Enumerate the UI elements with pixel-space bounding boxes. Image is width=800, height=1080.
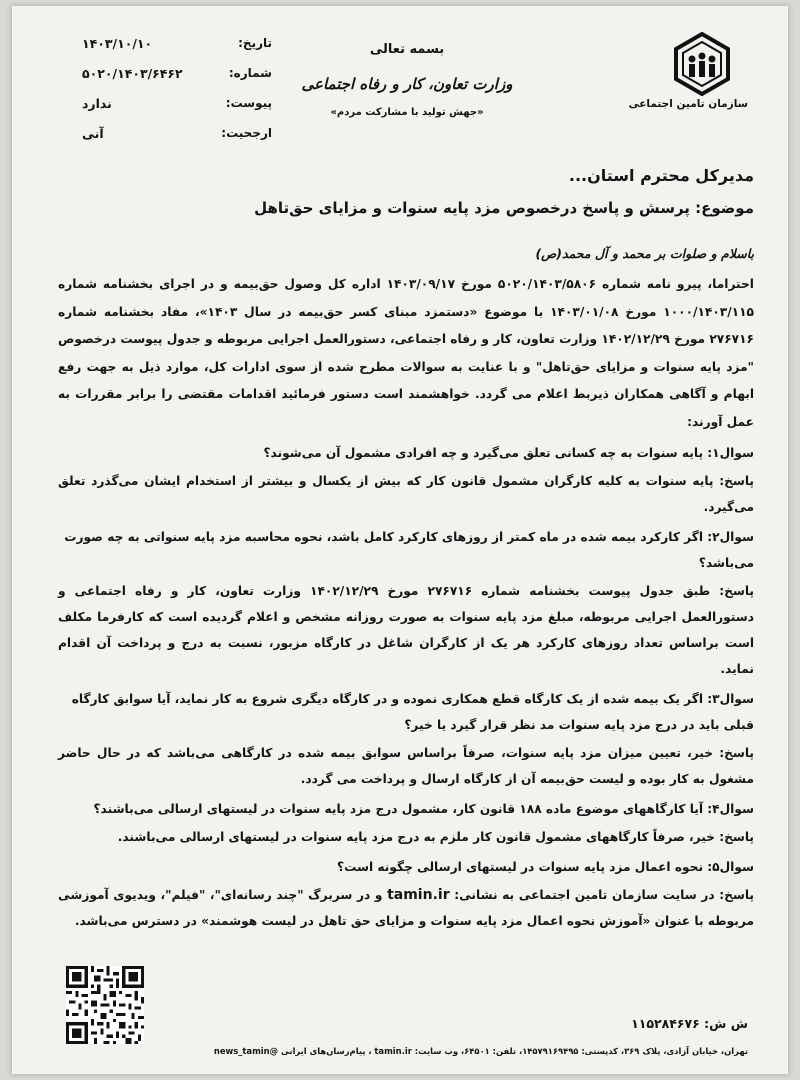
- letter-meta: [82, 28, 272, 148]
- tamin-website-link[interactable]: tamin.ir: [387, 887, 450, 903]
- meta-attachment-row: [82, 88, 272, 118]
- question-1: سوال۱: پایه سنوات به چه کسانی تعلق می‌گیرد و چه افرادی مشمول آن می‌شوند؟: [263, 446, 754, 460]
- question-5: سوال۵: نحوه اعمال مزد پایه سنوات در لیستهای ارسالی چگونه است؟: [337, 860, 754, 874]
- subject: موضوع: پرسش و پاسخ درخصوص مزد پایه سنوات و مزایای حق‌تاهل: [254, 199, 754, 217]
- social-security-logo-icon: [670, 32, 734, 96]
- question-3: سوال۳: اگر یک بیمه شده از یک کارگاه قطع همکاری نموده و در کارگاه دیگری شروع به کار نماید، آیا سوابق کارگاه قبلی باید در درج مزد پایه سنوات مد نظر قرار گیرد یا خیر؟: [71, 692, 754, 732]
- greeting: باسلام و صلوات بر محمد و آل محمد(ص): [535, 246, 754, 261]
- letterhead-center: [292, 42, 522, 118]
- question-4: سوال۴: آیا کارگاههای موضوع ماده ۱۸۸ قانون کار، مشمول درج مزد پایه سنوات در لیستهای ارسالی می‌باشند؟: [93, 802, 754, 816]
- number-value: ۵۰۲۰/۱۴۰۳/۶۴۶۲: [82, 65, 183, 81]
- organization-logo: [628, 32, 748, 110]
- answer-2: پاسخ: طبق جدول پیوست بخشنامه شماره ۲۷۶۷۱۶ مورخ ۱۴۰۲/۱۲/۲۹ وزارت تعاون، کار و رفاه اجتماعی و دستورالعمل اجرایی مربوطه، مبلغ مزد پایه سنوات به صورت روزانه مشخص و اعلام گردیده است که کارفرما مکلف است براساس تعداد روزهای کارکرد هر یک از کارگران شاغل در کارگاه مزبور، نسبت به درج و پرداخت آن اقدام نماید.: [58, 584, 754, 676]
- answer-5-after: و در سربرگ "چند رسانه‌ای"، "فیلم"، ویدیوی آموزشی مربوطه با عنوان «آموزش نحوه اعمال مزد پایه سنوات و مزایای حق تاهل در لیست هوشمند» در دسترس می‌باشد.: [58, 888, 754, 928]
- priority-value: آنی: [82, 125, 104, 141]
- priority-label: ارجحیت:: [221, 126, 272, 140]
- answer-5-before: پاسخ: در سایت سازمان تامین اجتماعی به نشانی:: [449, 888, 754, 902]
- answer-1: پاسخ: پایه سنوات به کلیه کارگران مشمول قانون کار که بیش از یکسال و بیشتر از استخدام ایشان می‌گذرد تعلق می‌گیرد.: [58, 474, 754, 514]
- meta-date-row: [82, 28, 272, 58]
- meta-priority-row: [82, 118, 272, 148]
- letter-body: [58, 246, 754, 934]
- bismillah: بسمه تعالی: [369, 42, 445, 57]
- ministry-name: وزارت تعاون، کار و رفاه اجتماعی: [301, 75, 513, 93]
- addressee: مدیرکل محترم استان...: [568, 166, 754, 185]
- meta-number-row: [82, 58, 272, 88]
- answer-5: [58, 882, 754, 934]
- question-2: سوال۲: اگر کارکرد بیمه شده در ماه کمتر از روزهای کارکرد کامل باشد، نحوه محاسبه مزد پایه سنواتی به چه صورت می‌باشد؟: [64, 530, 754, 570]
- footer-address: تهران، خیابان آزادی، پلاک ۳۶۹، کدپستی: ۱۴۵۷۹۱۶۹۴۹۵، تلفن: ۶۴۵۰۱، وب سایت: tamin.ir ، پیام‌رسان‌های ایرانی @news_tamin: [213, 1046, 748, 1056]
- number-label: شماره:: [228, 66, 272, 80]
- answer-4: پاسخ: خیر، صرفاً کارگاههای مشمول قانون کار ملزم به درج مزد پایه سنوات در لیستهای ارسالی می‌باشند.: [117, 830, 754, 844]
- year-slogan: «جهش تولید با مشارکت مردم»: [330, 107, 484, 118]
- organization-name: سازمان تامین اجتماعی: [628, 98, 748, 110]
- attachment-value: ندارد: [82, 95, 112, 111]
- addressee-block: [64, 166, 754, 217]
- answer-3: پاسخ: خیر، تعیین میزان مزد پایه سنوات، صرفاً براساس سوابق بیمه شده در کارگاهی می‌باشد که در حال حاضر مشغول به کار بوده و لیست حق‌بیمه آن از کارگاه ارسال و پرداخت می گردد.: [58, 746, 754, 786]
- date-value: ۱۴۰۳/۱۰/۱۰: [82, 35, 153, 51]
- tracking-number: ش ش: ۱۱۵۲۸۴۶۷۶: [631, 1016, 748, 1031]
- qr-code-icon: [66, 966, 144, 1044]
- letter-page: [12, 6, 788, 1074]
- intro-paragraph: احتراما، پیرو نامه شماره ۵۰۲۰/۱۴۰۳/۵۸۰۶ مورخ ۱۴۰۳/۰۹/۱۷ اداره کل وصول حق‌بیمه و در اجرای بخشنامه شماره ۱۰۰۰/۱۴۰۳/۱۱۵ مورخ ۱۴۰۳/۰۱/۰۸ با موضوع «دستمزد مبنای کسر حق‌بیمه در سال ۱۴۰۳»، مفاد بخشنامه شماره ۲۷۶۷۱۶ مورخ ۱۴۰۲/۱۲/۲۹ وزارت تعاون، کار و رفاه اجتماعی، دستورالعمل اجرایی مربوطه و جدول پیوست درخصوص "مزد پایه سنوات و مزایای حق‌تاهل" و با عنایت به سوالات مطرح شده از سوی ادارات کل، موارد ذیل به جهت رفع ابهام و آگاهی همکاران ذیربط اعلام می گردد. خواهشمند است دستور فرمائید اقدامات مقتضی را برابر مقررات به عمل آورند:: [58, 277, 754, 429]
- attachment-label: پیوست:: [225, 96, 272, 110]
- date-label: تاریخ:: [238, 36, 272, 50]
